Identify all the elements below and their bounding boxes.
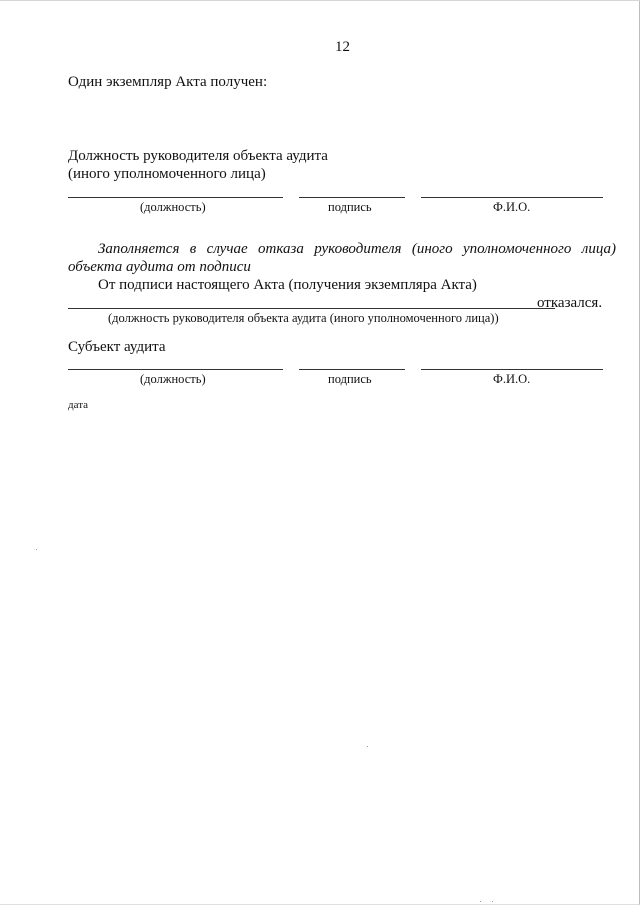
- fio-label-1: Ф.И.О.: [493, 200, 531, 214]
- scan-speck: [36, 549, 37, 550]
- fio-line-1: [421, 197, 603, 198]
- scan-top-edge: [0, 0, 640, 1]
- scan-speck: [492, 901, 493, 902]
- signature-label-2: подпись: [328, 372, 372, 386]
- refusal-statement: От подписи настоящего Акта (получения экземпляра Акта): [98, 277, 477, 293]
- refusal-caption: (должность руководителя объекта аудита (иного уполномоченного лица)): [108, 311, 499, 325]
- head-title-line1: Должность руководителя объекта аудита: [68, 148, 328, 164]
- refusal-note-line2: объекта аудита от подписи: [68, 259, 251, 275]
- page-number: 12: [335, 39, 350, 55]
- position-label-2: (должность): [140, 372, 206, 386]
- received-line: Один экземпляр Акта получен:: [68, 74, 268, 90]
- position-label-1: (должность): [140, 200, 206, 214]
- scan-speck: [367, 746, 368, 747]
- signature-line-1: [299, 197, 405, 198]
- signature-label-1: подпись: [328, 200, 372, 214]
- position-line-1: [68, 197, 283, 198]
- refusal-note-line1: Заполняется в случае отказа руководителя (иного уполномоченного лица): [98, 241, 616, 257]
- head-title-line2: (иного уполномоченного лица): [68, 166, 266, 182]
- scan-speck: [480, 901, 481, 902]
- position-line-2: [68, 369, 283, 370]
- subject-title: Субъект аудита: [68, 339, 166, 355]
- signature-line-2: [299, 369, 405, 370]
- fio-line-2: [421, 369, 603, 370]
- fio-label-2: Ф.И.О.: [493, 372, 531, 386]
- refusal-position-line: [68, 308, 555, 309]
- date-label: дата: [68, 399, 89, 411]
- refused-word: отказался.: [537, 295, 603, 311]
